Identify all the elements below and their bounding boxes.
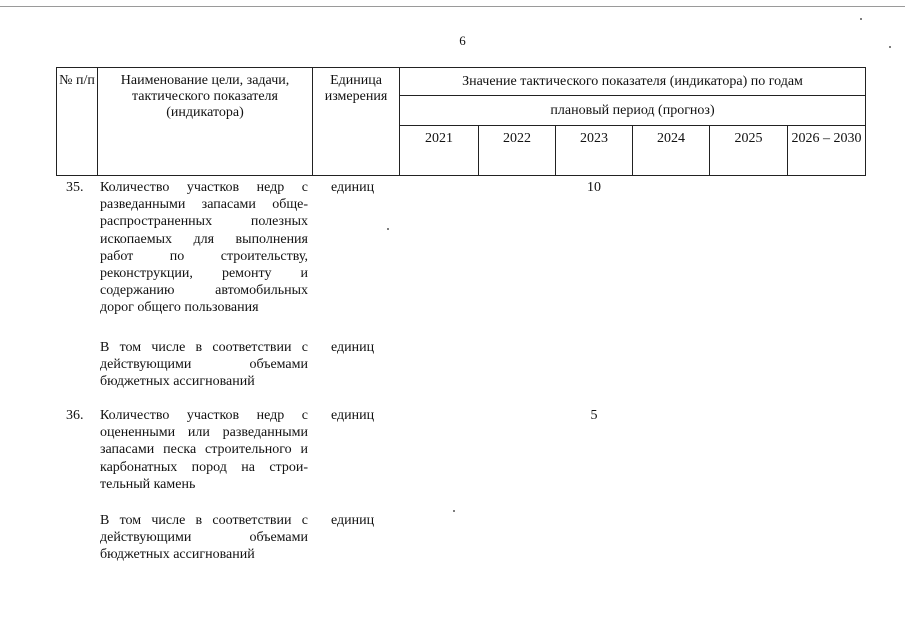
row-value: 5	[590, 408, 598, 423]
header-year: 2024	[633, 126, 710, 176]
row-indicator-name: В том числе в соответствии с действующими объемами бюджетных ассигнований	[100, 340, 308, 390]
scan-edge-line	[0, 6, 905, 7]
header-year: 2022	[479, 126, 556, 176]
header-value-col: Значение тактического показателя (индикатора) по годам	[400, 68, 866, 96]
header-unit-col: Единица измерения	[313, 68, 400, 176]
row-unit: единиц	[331, 408, 375, 423]
row-value: 10	[587, 180, 601, 195]
header-year: 2025	[710, 126, 788, 176]
header-period: плановый период (прогноз)	[400, 96, 866, 126]
page-number: 6	[459, 33, 466, 48]
row-unit: единиц	[331, 180, 375, 195]
row-number: 36.	[66, 408, 84, 423]
row-number: 35.	[66, 180, 84, 195]
header-year: 2026 – 2030	[788, 126, 866, 176]
scan-speck	[387, 228, 389, 230]
header-year: 2021	[400, 126, 479, 176]
header-num-col: № п/п	[57, 68, 98, 176]
row-unit: единиц	[331, 340, 375, 355]
scan-speck	[453, 510, 455, 512]
indicator-table-header	[56, 67, 866, 176]
row-indicator-name: Количество участков недр с разведанными запасами общераспространенных полезных ископаемых для выполнения работ по строительству, реконструкции, ремонту и содержанию автомобильных дорог общего пользования	[100, 180, 308, 316]
header-year: 2023	[556, 126, 633, 176]
row-unit: единиц	[331, 513, 375, 528]
header-name-col: Наименование цели, задачи, тактического показателя (индикатора)	[98, 68, 313, 176]
row-indicator-name: Количество участков недр с оцененными или разведанными запасами песка строительного и карбонатных пород на строительный камень	[100, 408, 308, 492]
row-indicator-name: В том числе в соответствии с действующими объемами бюджетных ассигнований	[100, 513, 308, 563]
scan-speck	[860, 18, 862, 20]
